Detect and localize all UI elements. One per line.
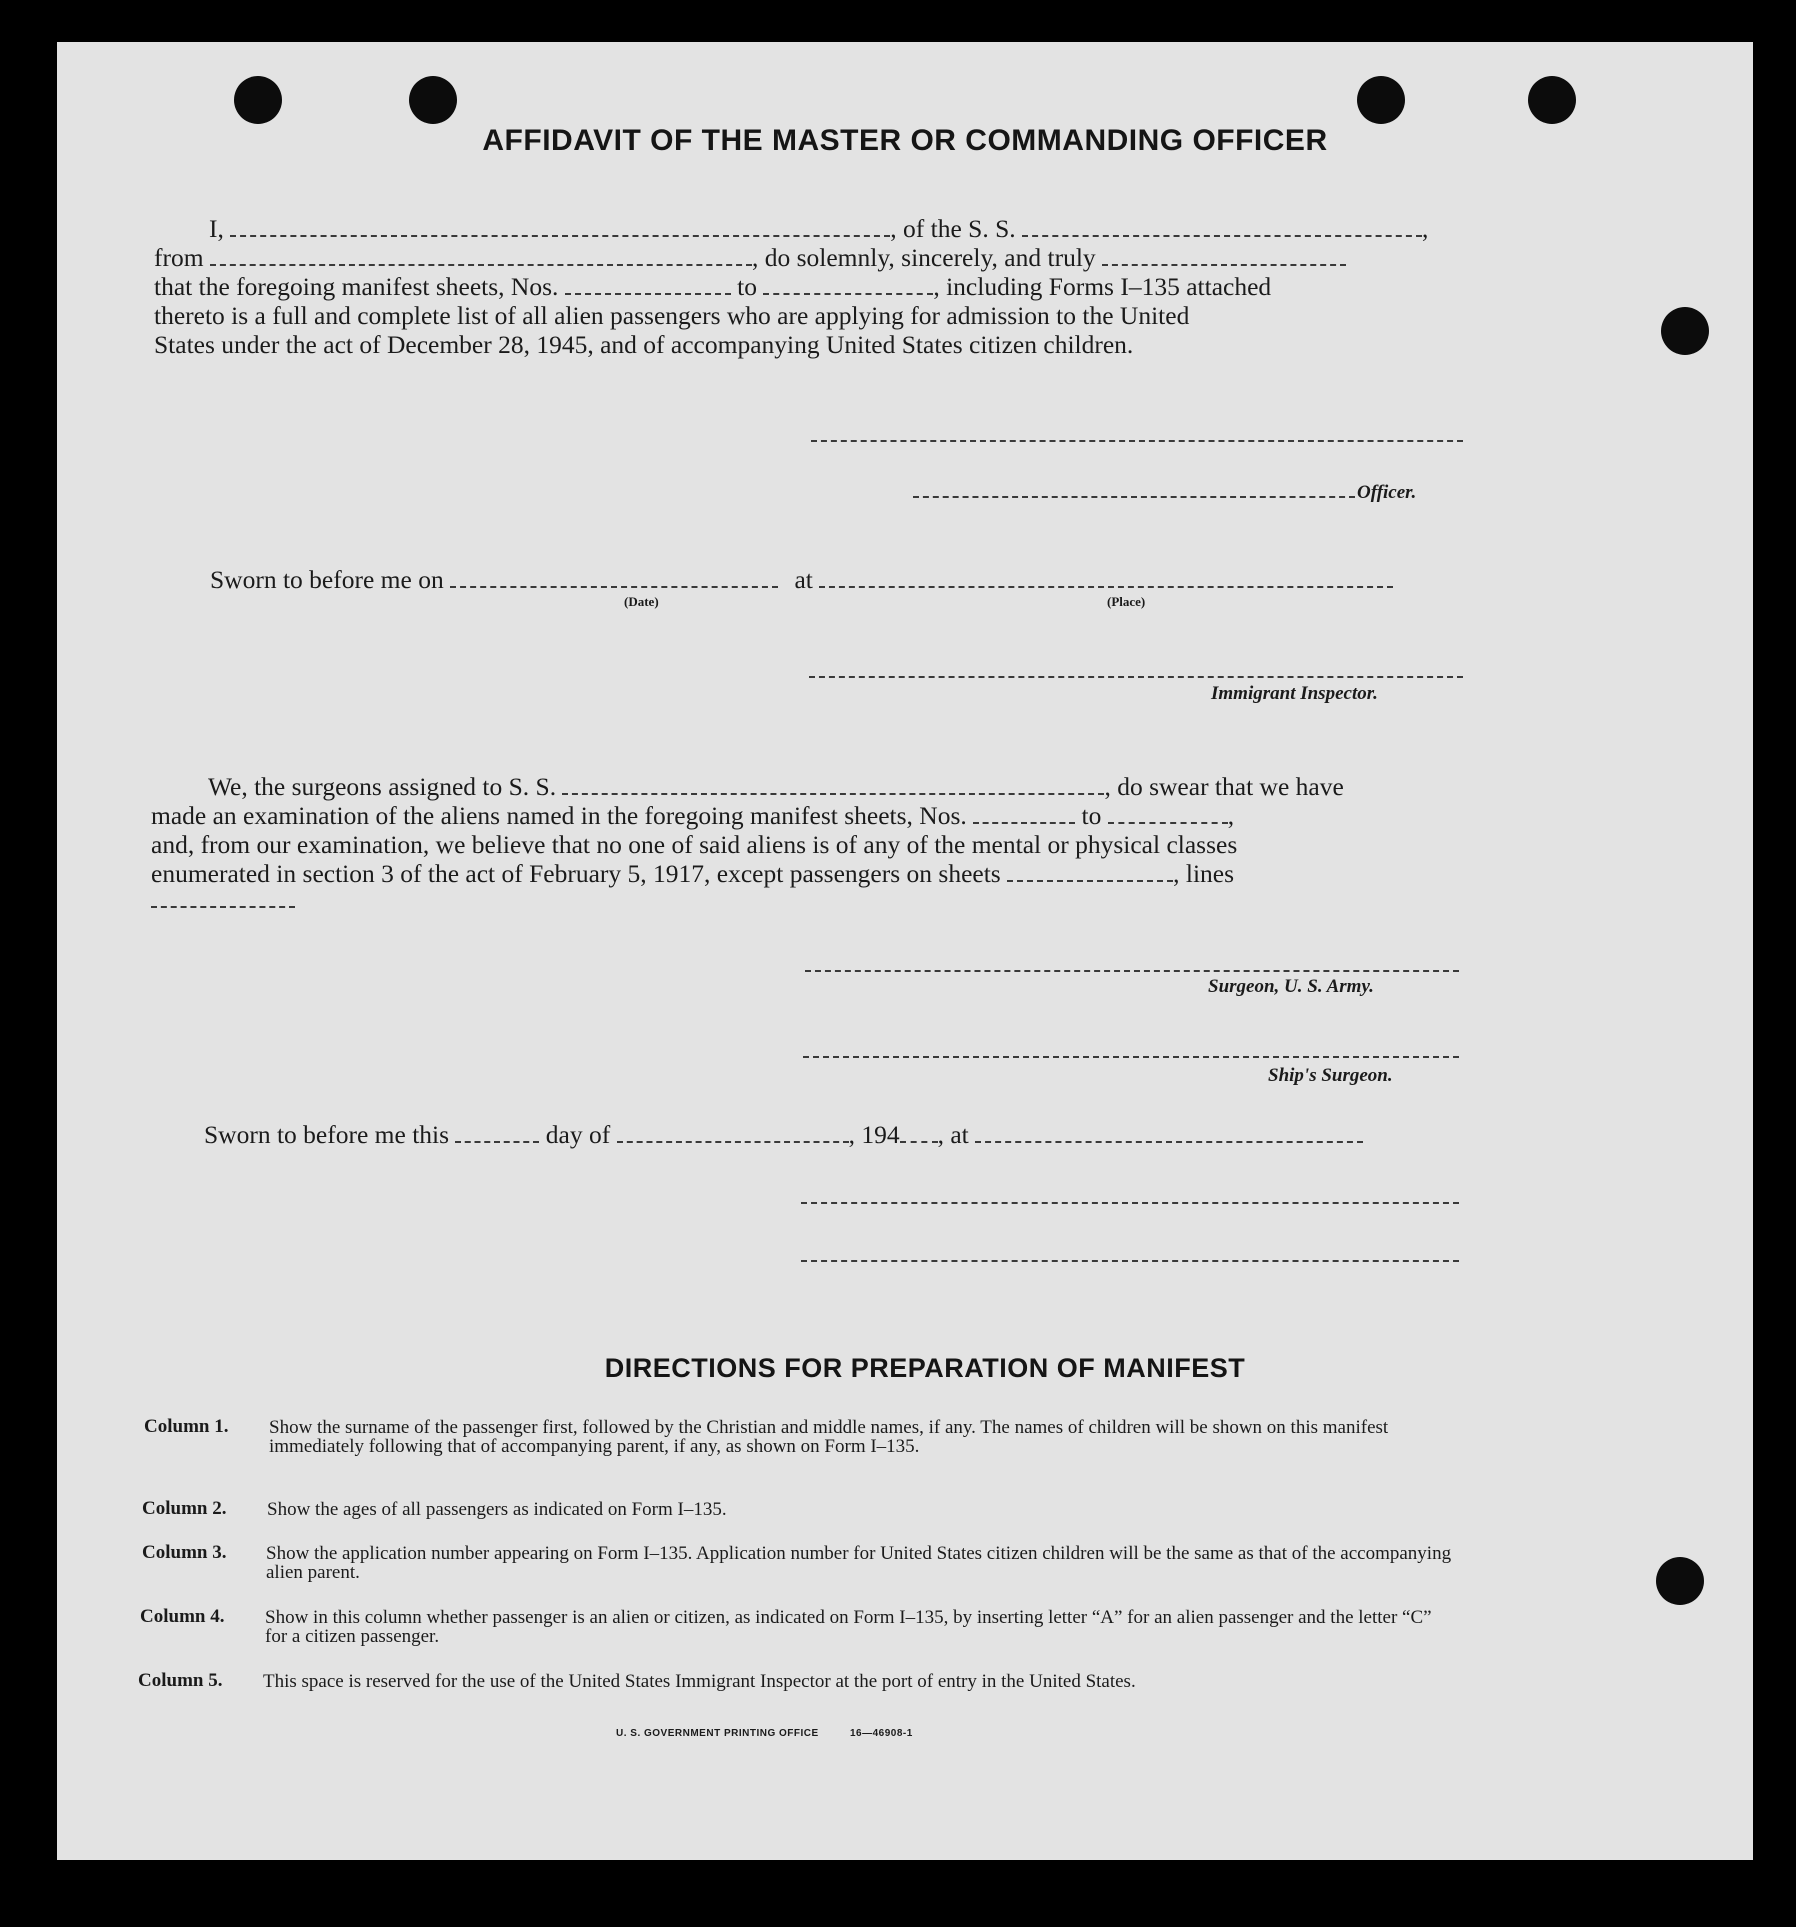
- column-4-label: Column 4.: [140, 1606, 225, 1627]
- surgeon-ship-field[interactable]: [562, 775, 1104, 795]
- place-caption: (Place): [1107, 594, 1146, 609]
- sheet-to-field[interactable]: [763, 275, 933, 295]
- sworn-date-field[interactable]: [450, 568, 778, 588]
- sworn-year-field[interactable]: [900, 1123, 938, 1143]
- affidavit-title: AFFIDAVIT OF THE MASTER OR COMMANDING OFFICER: [482, 124, 1328, 157]
- column-5-text: This space is reserved for the use of the United States Immigrant Inspector at the port of entry in the United States.: [263, 1671, 1136, 1692]
- punch-hole-icon: [234, 76, 282, 124]
- punch-hole-icon: [409, 76, 457, 124]
- surgeons-witness-title-line[interactable]: [801, 1260, 1459, 1262]
- army-surgeon-label: Surgeon, U. S. Army.: [1208, 976, 1374, 997]
- column-3-text: Show the application number appearing on Form I–135. Application number for United States citizen children will be the same as that of the accompanying alien parent.: [266, 1543, 1452, 1583]
- surgeons-line-3: and, from our examination, we believe that no one of said aliens is of any of the mental or physical classes: [151, 830, 1238, 859]
- date-caption: (Date): [624, 594, 659, 609]
- form-page: [57, 42, 1753, 1860]
- column-2-label: Column 2.: [142, 1498, 227, 1519]
- surgeons-sworn-place-field[interactable]: [975, 1123, 1363, 1143]
- column-4-text: Show in this column whether passenger is an alien or citizen, as indicated on Form I–135, by inserting letter “A” for an alien passenger and the letter “C” for a citizen passenger.: [265, 1607, 1432, 1647]
- sheet-from-field[interactable]: [565, 275, 731, 295]
- punch-hole-icon: [1661, 307, 1709, 355]
- army-surgeon-signature-line[interactable]: [805, 970, 1459, 972]
- column-5-label: Column 5.: [138, 1670, 223, 1691]
- inspector-signature-line[interactable]: [809, 676, 1463, 678]
- port-from-field[interactable]: [210, 246, 752, 266]
- ship-surgeon-label: Ship's Surgeon.: [1268, 1065, 1393, 1086]
- oath-form-field[interactable]: [1102, 246, 1346, 266]
- surgeons-line-2: made an examination of the aliens named in the foregoing manifest sheets, Nos. to ,: [151, 801, 1235, 830]
- affidavit-line-5: States under the act of December 28, 1945, and of accompanying United States citizen children.: [154, 330, 1134, 359]
- column-3-label: Column 3.: [142, 1542, 227, 1563]
- affidavit-line-2: from , do solemnly, sincerely, and truly: [154, 243, 1346, 273]
- punch-hole-icon: [1656, 1557, 1704, 1605]
- sworn-place-field[interactable]: [819, 568, 1393, 588]
- affidavit-line-1: I, , of the S. S. ,: [209, 214, 1429, 243]
- surgeon-sheet-to-field[interactable]: [1108, 804, 1228, 824]
- punch-hole-icon: [1528, 76, 1576, 124]
- directions-title: DIRECTIONS FOR PREPARATION OF MANIFEST: [604, 1353, 1246, 1383]
- inspector-label: Immigrant Inspector.: [1211, 683, 1378, 704]
- column-1-label: Column 1.: [144, 1416, 229, 1437]
- excepted-lines-field[interactable]: [151, 906, 295, 908]
- ship-surgeon-signature-line[interactable]: [803, 1056, 1459, 1058]
- officer-signature-line[interactable]: [913, 496, 1355, 498]
- surgeon-sheet-from-field[interactable]: [973, 804, 1075, 824]
- officer-label: Officer.: [1357, 482, 1417, 503]
- column-1-text: Show the surname of the passenger first, followed by the Christian and middle names, if any. The names of children will be shown on this manifest immediately following that of accompanying parent, if any, as shown on Form I–135.: [269, 1417, 1389, 1457]
- master-signature-line[interactable]: [811, 440, 1463, 442]
- affidavit-line-3: that the foregoing manifest sheets, Nos. to , including Forms I–135 attached: [154, 272, 1272, 301]
- sworn-month-field[interactable]: [617, 1123, 849, 1143]
- printer-imprint: U. S. GOVERNMENT PRINTING OFFICE 16—46908-1: [616, 1728, 913, 1739]
- column-2-text: Show the ages of all passengers as indicated on Form I–135.: [267, 1499, 727, 1520]
- punch-hole-icon: [1357, 76, 1405, 124]
- surgeons-sworn-line: Sworn to before me this day of , 194 , at: [204, 1120, 1363, 1150]
- surgeons-line-4: enumerated in section 3 of the act of February 5, 1917, except passengers on sheets , lines: [151, 859, 1235, 888]
- ship-name-field[interactable]: [1022, 217, 1422, 237]
- affidavit-line-4: thereto is a full and complete list of all alien passengers who are applying for admission to the United: [154, 301, 1190, 330]
- excepted-sheets-field[interactable]: [1007, 862, 1173, 882]
- surgeons-witness-signature-line[interactable]: [801, 1202, 1459, 1204]
- affidavit-sworn-line: Sworn to before me on at: [210, 565, 1393, 595]
- master-name-field[interactable]: [230, 217, 890, 237]
- surgeons-line-1: We, the surgeons assigned to S. S. , do swear that we have: [208, 772, 1344, 801]
- sworn-day-field[interactable]: [455, 1123, 539, 1143]
